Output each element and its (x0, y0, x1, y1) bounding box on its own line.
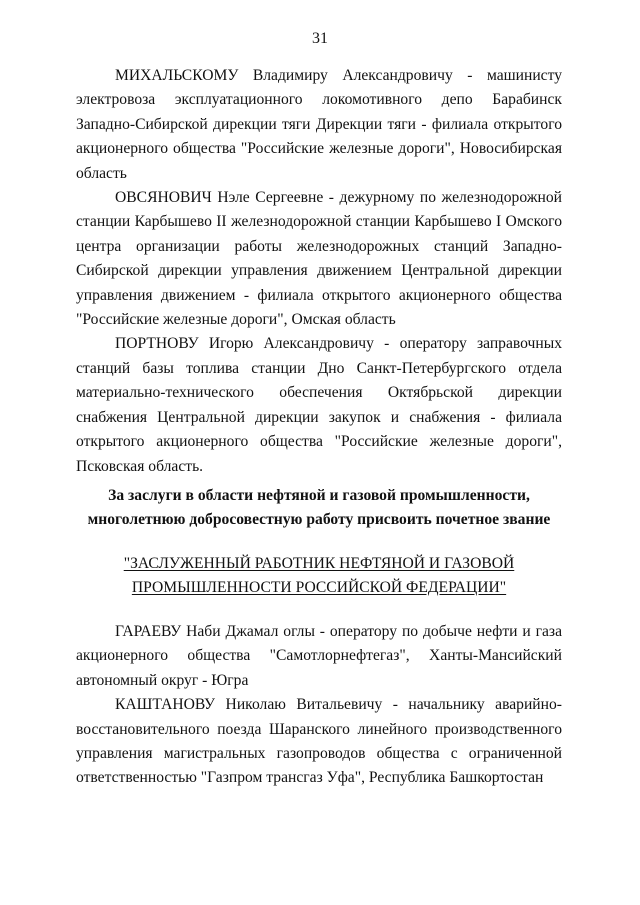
award-list-railway (76, 64, 562, 479)
award-entry-mikhalsky: МИХАЛЬСКОМУ Владимиру Александровичу - машинисту электровоза эксплуатационного локомотивного депо Барабинск Западно-Сибирской дирекции тяги Дирекции тяги - филиала открытого акционерного общества "Российские железные дороги", Новосибирская область (76, 67, 562, 182)
honorary-title-line-2: ПРОМЫШЛЕННОСТИ РОССИЙСКОЙ ФЕДЕРАЦИИ" (131, 579, 507, 597)
merit-statement (76, 484, 562, 533)
award-entry-kashtanov: КАШТАНОВУ Николаю Витальевичу - начальнику аварийно-восстановительного поезда Шаранского линейного производственного управления магистральных газопроводов общества с ограниченной ответственностью "Газпром трансгаз Уфа", Республика Башкортостан (76, 696, 562, 787)
merit-line-1: За заслуги в области нефтяной и газовой промышленности, (108, 487, 530, 504)
honorary-title-line-1: "ЗАСЛУЖЕННЫЙ РАБОТНИК НЕФТЯНОЙ И ГАЗОВОЙ (123, 555, 515, 572)
merit-line-2: многолетнюю добросовестную работу присвоить почетное звание (87, 511, 551, 529)
award-entry-ovsyanovich: ОВСЯНОВИЧ Нэле Сергеевне - дежурному по железнодорожной станции Карбышево II железнодорожной станции Карбышево I Омского центра организации работы железнодорожных станций Западно-Сибирской дирекции управления движением Центральной дирекции управления движением - филиала открытого акционерного общества "Российские железные дороги", Омская область (76, 189, 562, 329)
award-entry-garaev: ГАРАЕВУ Наби Джамал оглы - оператору по добыче нефти и газа акционерного общества "Самотлорнефтегаз", Ханты-Мансийский автономный округ - Югра (76, 623, 562, 689)
honorary-title (76, 552, 562, 601)
page-number: 31 (312, 30, 328, 47)
award-list-oil-gas (76, 620, 562, 791)
award-entry-portnov: ПОРТНОВУ Игорю Александровичу - оператору заправочных станций базы топлива станции Дно Санкт-Петербургского отдела материально-технического обеспечения Октябрьской дирекции снабжения Центральной дирекции закупок и снабжения - филиала открытого акционерного общества "Российские железные дороги", Псковская область. (76, 335, 562, 475)
